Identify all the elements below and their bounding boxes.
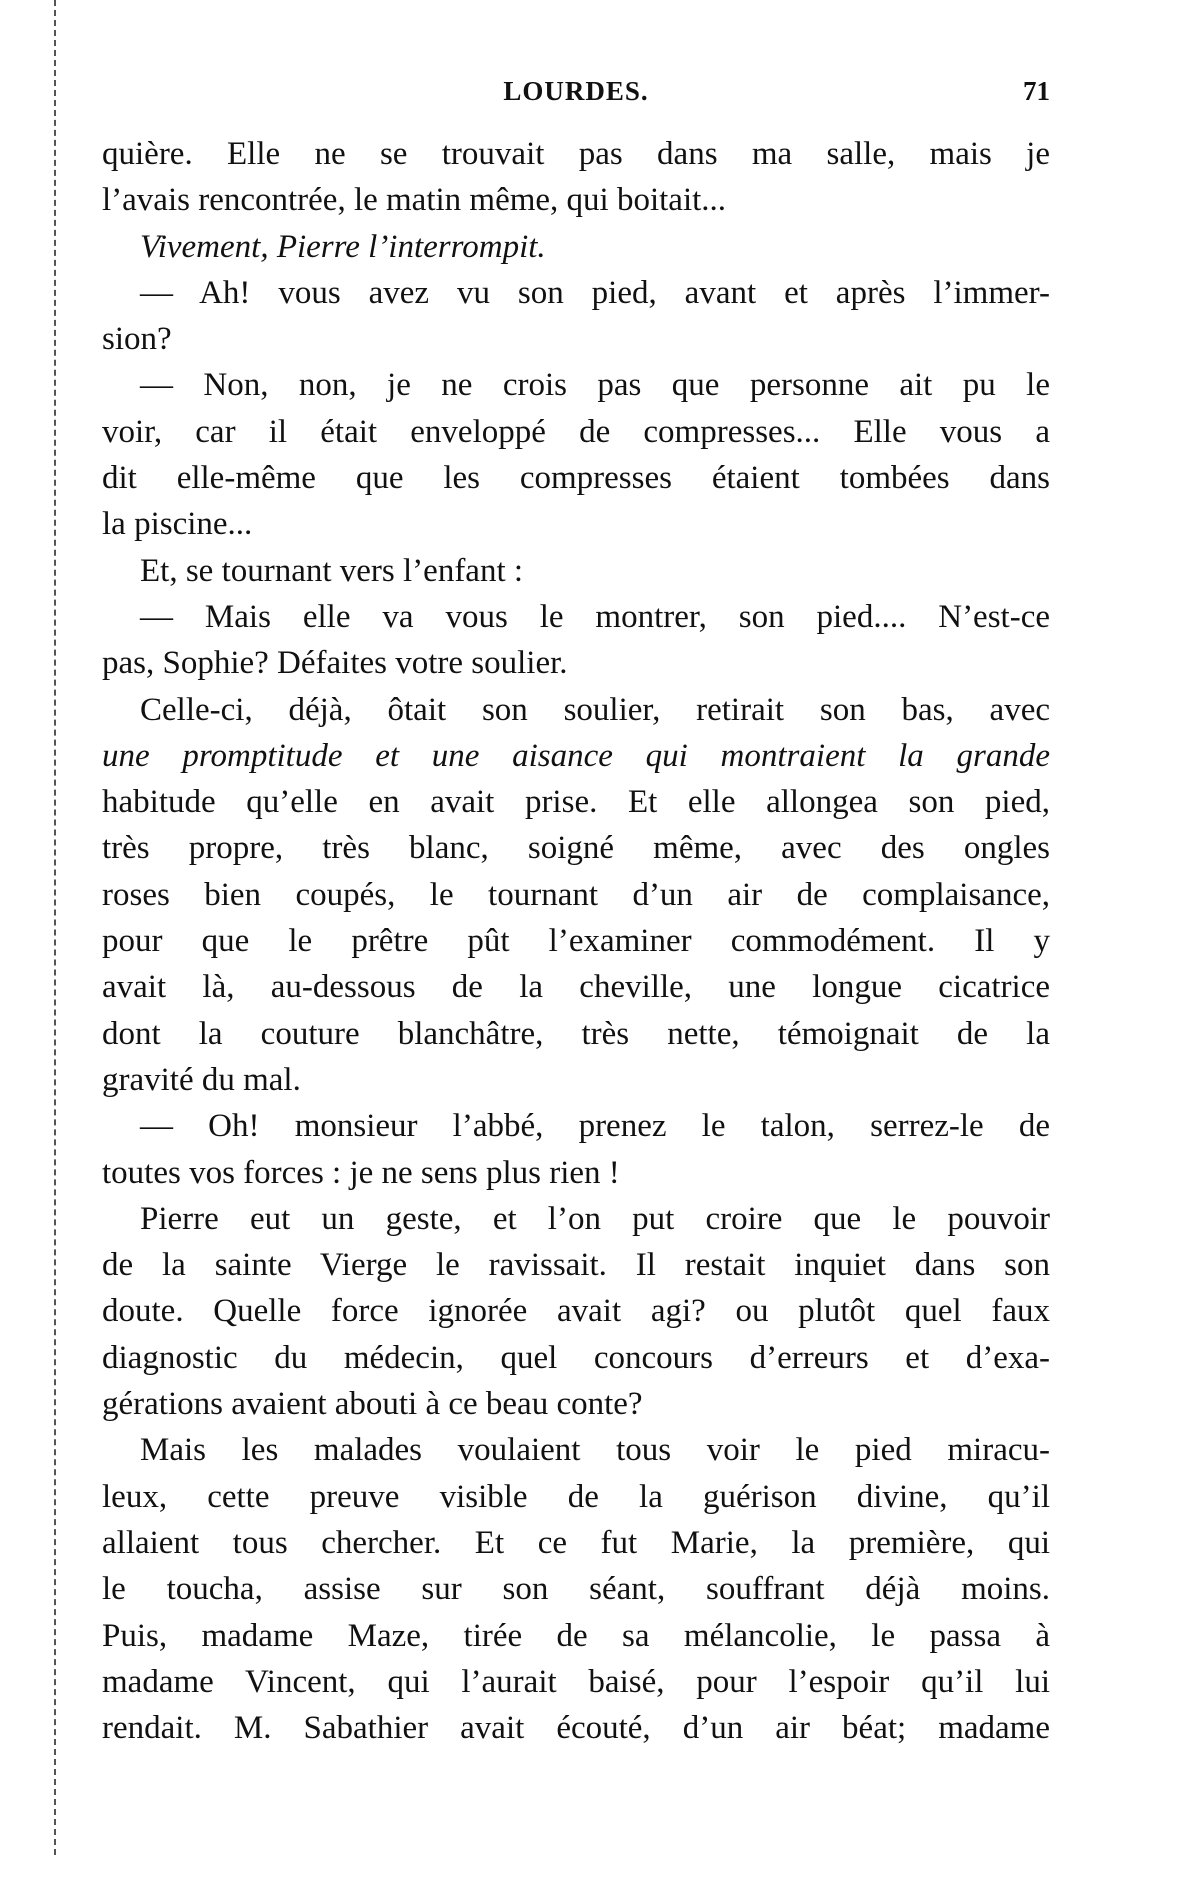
text-line: habitude qu’elle en avait prise. Et elle allongea son pied,	[102, 784, 1050, 821]
text-line: une promptitude et une aisance qui montraient la grande	[102, 737, 1050, 774]
text-line: quière. Elle ne se trouvait pas dans ma salle, mais je	[102, 136, 1050, 172]
text-line: avait là, au-dessous de la cheville, une longue cicatrice	[102, 969, 1050, 1006]
text-line: leux, cette preuve visible de la guérison divine, qu’il	[102, 1478, 1050, 1515]
text-line: dont la couture blanchâtre, très nette, témoignait de la	[102, 1015, 1050, 1052]
body-text	[102, 131, 1050, 1751]
text-line: de la sainte Vierge le ravissait. Il restait inquiet dans son	[102, 1247, 1050, 1284]
text-line: doute. Quelle force ignorée avait agi? ou plutôt quel faux	[102, 1293, 1050, 1330]
page-header	[102, 76, 1050, 116]
running-title: LOURDES.	[503, 76, 649, 106]
text-line: Puis, madame Maze, tirée de sa mélancolie, le passa à	[102, 1617, 1050, 1654]
text-line: l’avais rencontrée, le matin même, qui boitait...	[102, 182, 727, 219]
text-line: sion?	[102, 321, 172, 358]
text-line: Celle-ci, déjà, ôtait son soulier, retirait son bas, avec	[140, 691, 1050, 728]
text-line: gérations avaient abouti à ce beau conte?	[102, 1386, 643, 1423]
text-line: la piscine...	[102, 506, 253, 543]
text-line: allaient tous chercher. Et ce fut Marie, la première, qui	[102, 1524, 1050, 1561]
text-line: Mais les malades voulaient tous voir le pied miracu-	[140, 1432, 1050, 1469]
text-line: Vivement, Pierre l’interrompit.	[140, 228, 546, 265]
text-line: Et, se tournant vers l’enfant :	[140, 552, 524, 589]
text-line: roses bien coupés, le tournant d’un air de complaisance,	[102, 876, 1050, 913]
text-line: dit elle-même que les compresses étaient tombées dans	[102, 460, 1050, 497]
text-line: — Ah! vous avez vu son pied, avant et après l’immer-	[140, 274, 1050, 311]
text-line: le toucha, assise sur son séant, souffrant déjà moins.	[102, 1571, 1050, 1608]
text-line: — Oh! monsieur l’abbé, prenez le talon, serrez-le de	[140, 1108, 1050, 1145]
text-line: — Non, non, je ne crois pas que personne ait pu le	[140, 367, 1050, 404]
text-line: Pierre eut un geste, et l’on put croire que le pouvoir	[140, 1200, 1050, 1237]
text-line: pas, Sophie? Défaites votre soulier.	[102, 645, 568, 682]
text-line: voir, car il était enveloppé de compresses... Elle vous a	[102, 413, 1050, 450]
text-line: rendait. M. Sabathier avait écouté, d’un air béat; madame	[102, 1710, 1050, 1747]
text-line: gravité du mal.	[102, 1061, 301, 1098]
text-line: toutes vos forces : je ne sens plus rien !	[102, 1154, 620, 1191]
text-line: — Mais elle va vous le montrer, son pied.... N’est-ce	[140, 598, 1050, 635]
page-number: 71	[1023, 76, 1050, 106]
text-line: très propre, très blanc, soigné même, avec des ongles	[102, 830, 1050, 867]
text-line: madame Vincent, qui l’aurait baisé, pour l’espoir qu’il lui	[102, 1663, 1050, 1700]
text-line: pour que le prêtre pût l’examiner commodément. Il y	[102, 923, 1050, 960]
page-margin-rule	[54, 0, 56, 1855]
text-line: diagnostic du médecin, quel concours d’erreurs et d’exa-	[102, 1339, 1050, 1376]
